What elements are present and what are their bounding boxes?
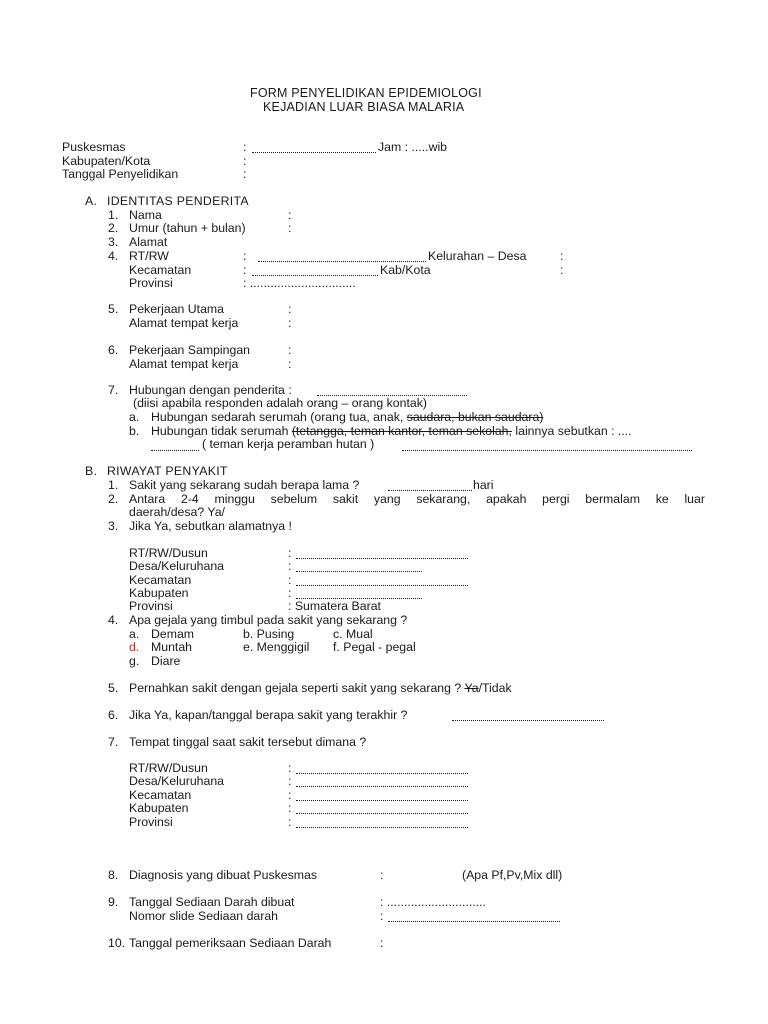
addr1-rt-label: RT/RW/Dusun [129, 546, 208, 560]
b5-number: 5. [108, 681, 119, 695]
addr1-kec-colon: : [288, 573, 292, 587]
q2-line2: daerah/desa? Ya/ [129, 505, 225, 519]
addr1-desa-label: Desa/Keluruhana [129, 559, 225, 573]
nama-colon: : [288, 208, 292, 222]
q2-word: sakit [332, 492, 359, 506]
q9b-colon: : [380, 909, 384, 923]
addr2-prov-field[interactable] [296, 818, 468, 828]
addr1-kab-label: Kabupaten [129, 586, 189, 600]
q5-text [129, 681, 512, 695]
addr2-rt-colon: : [288, 761, 292, 775]
kecamatan-field[interactable] [252, 266, 378, 276]
addr1-desa-colon: : [288, 559, 292, 573]
option-b-line2: ( teman kerja peramban hutan ) [202, 437, 375, 451]
a4-number: 4. [108, 249, 119, 263]
b8-number: 8. [108, 868, 119, 882]
addr1-prov-value: : Sumatera Barat [288, 599, 381, 613]
q1-text: Sakit yang sekarang sudah berapa lama ? [129, 478, 360, 492]
rtrw-field[interactable] [258, 252, 426, 262]
kabkota-label: Kab/Kota [380, 263, 431, 277]
q2-word: bermalam [585, 492, 640, 506]
q5-question: Pernahkan sakit dengan gejala seperti sakit yang sekarang ? [129, 681, 462, 695]
b3-number: 3. [108, 519, 119, 533]
q1-field[interactable] [388, 481, 472, 491]
addr2-desa-label: Desa/Keluruhana [129, 774, 225, 788]
addr1-rt-colon: : [288, 546, 292, 560]
addr2-kab-colon: : [288, 801, 292, 815]
provinsi-label: Provinsi [129, 276, 173, 290]
a3-number: 3. [108, 235, 119, 249]
form-title-line2: KEJADIAN LUAR BIASA MALARIA [263, 100, 465, 114]
option-b-label: b. [129, 424, 140, 438]
addr1-desa-field[interactable] [296, 562, 422, 572]
sym-pusing: b. Pusing [243, 627, 295, 641]
alamat-kerja-colon: : [288, 316, 292, 330]
tanggal-label: Tanggal Penyelidikan [62, 167, 179, 181]
jam-label: Jam : .....wib [378, 140, 448, 154]
sym-diare: Diare [151, 654, 181, 668]
section-b-title: RIWAYAT PENYAKIT [107, 464, 228, 478]
addr2-prov-colon: : [288, 815, 292, 829]
kabupaten-colon: : [243, 154, 247, 168]
addr2-desa-field[interactable] [296, 777, 468, 787]
q8-note: (Apa Pf,Pv,Mix dll) [462, 868, 563, 882]
addr2-rt-field[interactable] [296, 764, 468, 774]
q6-text: Jika Ya, kapan/tanggal berapa sakit yang terakhir ? [129, 708, 408, 722]
q5-tidak: /Tidak [478, 681, 512, 695]
q9-value: : ............................. [380, 895, 486, 909]
q2-word: ke [655, 492, 669, 506]
kecamatan-label: Kecamatan [129, 263, 192, 277]
addr1-kec-label: Kecamatan [129, 573, 192, 587]
addr1-prov-label: Provinsi [129, 599, 173, 613]
addr2-kec-label: Kecamatan [129, 788, 192, 802]
q9b-field[interactable] [388, 912, 560, 922]
q9-text: Tanggal Sediaan Darah dibuat [129, 895, 295, 909]
nama-label: Nama [129, 208, 162, 222]
option-b-field-right[interactable] [402, 441, 692, 451]
sym-g-label: g. [129, 654, 140, 668]
sym-a-label: a. [129, 627, 140, 641]
b10-number: 10. [108, 936, 126, 950]
umur-colon: : [288, 221, 292, 235]
addr2-rt-label: RT/RW/Dusun [129, 761, 208, 775]
q9b-text: Nomor slide Sediaan darah [129, 909, 279, 923]
option-b-field-left[interactable] [151, 441, 199, 451]
q8-colon: : [380, 868, 384, 882]
b7-number: 7. [108, 735, 119, 749]
sym-pegal: f. Pegal - pegal [333, 640, 416, 654]
addr2-prov-label: Provinsi [129, 815, 173, 829]
kelurahan-colon: : [560, 249, 564, 263]
rtrw-colon: : [243, 249, 247, 263]
q10-colon: : [380, 936, 384, 950]
addr1-kab-colon: : [288, 586, 292, 600]
option-b-rest: lainnya sebutkan : .... [515, 424, 632, 438]
rtrw-label: RT/RW [129, 249, 169, 263]
addr2-kab-label: Kabupaten [129, 801, 189, 815]
puskesmas-colon: : [243, 140, 247, 154]
q2-word: sebelum [270, 492, 318, 506]
b9-number: 9. [108, 895, 119, 909]
q1-unit: hari [473, 478, 494, 492]
a1-number: 1. [108, 208, 119, 222]
section-a-title: IDENTITAS PENDERITA [107, 194, 249, 208]
addr1-rt-field[interactable] [296, 549, 468, 559]
pekerjaan-utama-label: Pekerjaan Utama [129, 302, 225, 316]
sym-muntah: Muntah [151, 640, 193, 654]
b2-number: 2. [108, 492, 119, 506]
addr2-kab-field[interactable] [296, 804, 468, 814]
option-a-main: Hubungan sedarah serumah (orang tua, anak, [151, 410, 404, 424]
q4-text: Apa gejala yang timbul pada sakit yang sekarang ? [129, 613, 408, 627]
puskesmas-label: Puskesmas [62, 140, 126, 154]
addr2-kec-colon: : [288, 788, 292, 802]
kecamatan-colon: : [243, 263, 247, 277]
kelurahan-label: Kelurahan – Desa [428, 249, 527, 263]
q8-text: Diagnosis yang dibuat Puskesmas [129, 868, 317, 882]
provinsi-value: : ............................... [243, 276, 356, 290]
a7-number: 7. [108, 383, 119, 397]
q2-word: yang [373, 492, 401, 506]
q2-word: apakah [486, 492, 527, 506]
sym-d-label: d. [129, 640, 140, 654]
alamat-kerja2-colon: : [288, 357, 292, 371]
section-b-label: B. [85, 464, 98, 478]
pekerjaan-sampingan-label: Pekerjaan Sampingan [129, 343, 250, 357]
hubungan-note: (diisi apabila responden adalah orang – orang kontak) [133, 396, 427, 410]
a5-number: 5. [108, 302, 119, 316]
addr2-desa-colon: : [288, 774, 292, 788]
b4-number: 4. [108, 613, 119, 627]
q10-text: Tanggal pemeriksaan Sediaan Darah [129, 936, 332, 950]
q7-text: Tempat tinggal saat sakit tersebut dimana ? [129, 735, 367, 749]
tanggal-colon: : [243, 167, 247, 181]
sym-menggigil: e. Menggigil [243, 640, 310, 654]
option-b-main: Hubungan tidak serumah [151, 424, 289, 438]
q2-word: pergi [542, 492, 570, 506]
q6-field[interactable] [452, 711, 604, 721]
alamat-kerja-label: Alamat tempat kerja [129, 316, 239, 330]
addr1-kab-field[interactable] [296, 589, 422, 599]
kabkota-colon: : [560, 263, 564, 277]
alamat-label: Alamat [129, 235, 168, 249]
q2-word: Antara [129, 492, 166, 506]
pekerjaan-utama-colon: : [288, 302, 292, 316]
pekerjaan-sampingan-colon: : [288, 343, 292, 357]
addr2-kec-field[interactable] [296, 791, 468, 801]
option-b-text [151, 424, 632, 438]
alamat-kerja2-label: Alamat tempat kerja [129, 357, 239, 371]
addr1-kec-field[interactable] [296, 576, 468, 586]
q5-ya: Ya [464, 681, 479, 695]
puskesmas-field[interactable] [252, 143, 376, 153]
section-a-label: A. [85, 194, 98, 208]
q2-word: luar [684, 492, 705, 506]
form-title-line1: FORM PENYELIDIKAN EPIDEMIOLOGI [250, 86, 482, 100]
q3-text: Jika Ya, sebutkan alamatnya ! [129, 519, 292, 533]
kabupaten-label: Kabupaten/Kota [62, 154, 151, 168]
q2-word: sekarang, [416, 492, 471, 506]
q2-word: 2-4 [180, 492, 199, 506]
sym-mual: c. Mual [333, 627, 373, 641]
q2-word: minggu [214, 492, 255, 506]
b6-number: 6. [108, 708, 119, 722]
a2-number: 2. [108, 221, 119, 235]
a6-number: 6. [108, 343, 119, 357]
option-b-strike: (tetangga, teman kantor, teman sekolah, [291, 424, 512, 438]
umur-label: Umur (tahun + bulan) [129, 221, 246, 235]
option-a-strike: saudara, bukan saudara) [406, 410, 544, 424]
hubungan-field[interactable] [317, 386, 467, 396]
hubungan-label: Hubungan dengan penderita : [129, 383, 292, 397]
option-a-text [151, 410, 543, 424]
option-a-label: a. [129, 410, 140, 424]
sym-demam: Demam [151, 627, 195, 641]
b1-number: 1. [108, 478, 119, 492]
q2-line1 [129, 492, 705, 506]
